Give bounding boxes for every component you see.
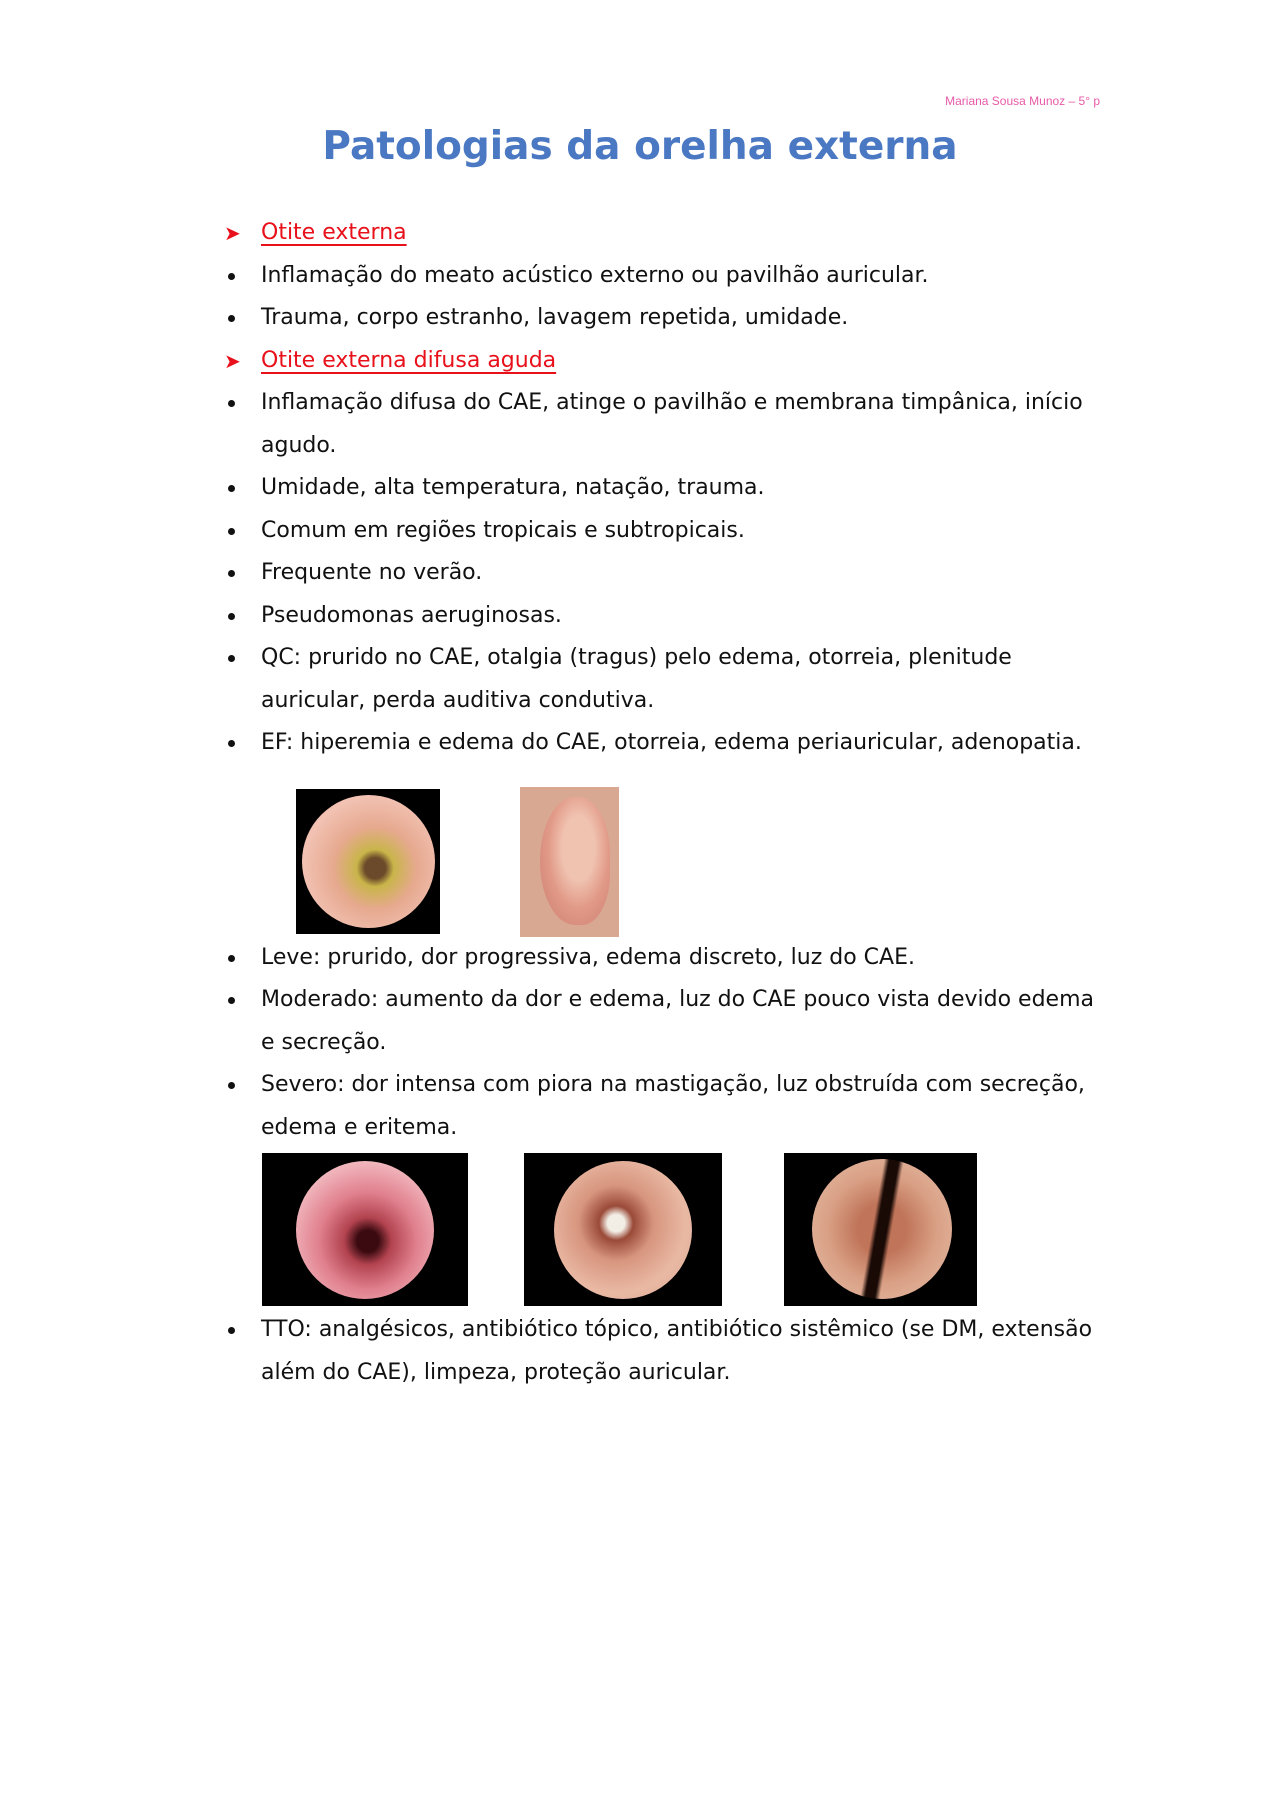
bullet-icon	[228, 273, 235, 280]
list-item: Inflamação difusa do CAE, atinge o pavilhão e membrana timpânica, início agudo.	[222, 382, 1102, 467]
document-body	[222, 212, 1102, 1394]
otoscopy-moderate-photo	[524, 1153, 722, 1306]
bullet-icon	[228, 1327, 235, 1334]
arrow-bullet-icon: ➤	[224, 348, 241, 373]
list-item: Severo: dor intensa com piora na mastigação, luz obstruída com secreção, edema e eritema.	[222, 1064, 1102, 1149]
auricle-photo	[520, 787, 619, 937]
bullet-icon	[228, 570, 235, 577]
list-item: Moderado: aumento da dor e edema, luz do CAE pouco vista devido edema e secreção.	[222, 979, 1102, 1064]
section-heading: ➤ Otite externa	[222, 212, 1102, 255]
bullet-icon	[228, 613, 235, 620]
arrow-bullet-icon: ➤	[224, 221, 241, 245]
otoscopy-mild-photo	[262, 1153, 468, 1306]
bullet-icon	[228, 485, 235, 492]
list-item: QC: prurido no CAE, otalgia (tragus) pelo edema, otorreia, plenitude auricular, perda auditiva condutiva.	[222, 637, 1102, 722]
list-item: Umidade, alta temperatura, natação, trauma.	[222, 467, 1102, 510]
list-item: EF: hiperemia e edema do CAE, otorreia, edema periauricular, adenopatia.	[222, 722, 1102, 765]
page-title: Patologias da orelha externa	[322, 124, 958, 169]
bullet-icon	[228, 955, 235, 962]
list-item: Inflamação do meato acústico externo ou pavilhão auricular.	[222, 255, 1102, 298]
list-item: Trauma, corpo estranho, lavagem repetida, umidade.	[222, 297, 1102, 340]
list-item: Pseudomonas aeruginosas.	[222, 595, 1102, 638]
bullet-icon	[228, 315, 235, 322]
bullet-icon	[228, 1082, 235, 1089]
bullet-icon	[228, 997, 235, 1004]
otoscopy-photo	[296, 789, 440, 934]
list-item: TTO: analgésicos, antibiótico tópico, antibiótico sistêmico (se DM, extensão além do CAE), limpeza, proteção auricular.	[222, 1309, 1102, 1394]
bullet-icon	[228, 528, 235, 535]
list-item: Comum em regiões tropicais e subtropicais.	[222, 510, 1102, 553]
author-note: Mariana Sousa Munoz – 5° p	[945, 94, 1100, 108]
list-item: Leve: prurido, dor progressiva, edema discreto, luz do CAE.	[222, 937, 1102, 980]
figure-row-otoscopy-and-pinna	[222, 765, 1102, 937]
figure-row-severity-otoscopy	[222, 1149, 1102, 1309]
list-item: Frequente no verão.	[222, 552, 1102, 595]
bullet-icon	[228, 655, 235, 662]
section-heading: ➤ Otite externa difusa aguda	[222, 340, 1102, 383]
otoscopy-severe-photo	[784, 1153, 977, 1306]
bullet-icon	[228, 740, 235, 747]
bullet-icon	[228, 400, 235, 407]
